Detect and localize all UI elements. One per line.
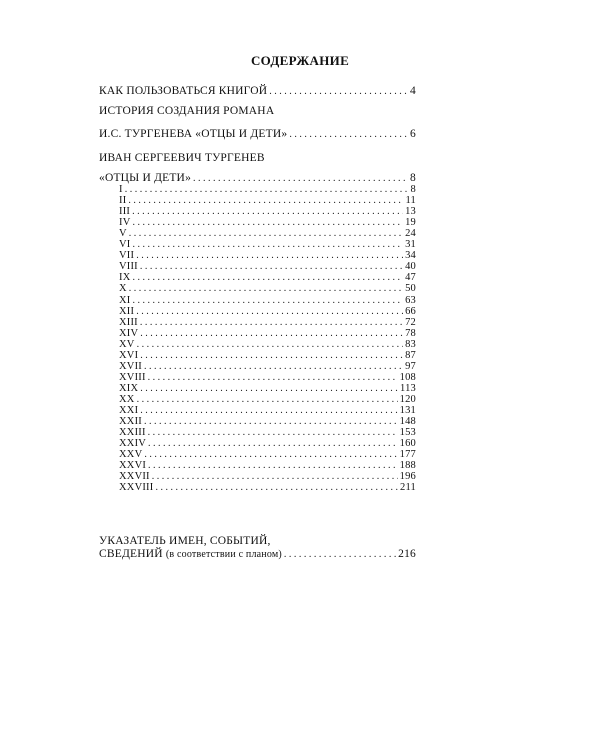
chapter-page: 153 — [399, 427, 416, 439]
chapter-number: VII — [119, 250, 135, 262]
chapter-page: 34 — [405, 250, 416, 262]
chapter-number: IX — [119, 272, 131, 284]
chapter-page: 8 — [410, 184, 416, 195]
chapter-number: XI — [119, 294, 131, 306]
chapter-page: 211 — [400, 482, 416, 494]
toc-entry-page: 6 — [410, 128, 416, 140]
chapter-page: 97 — [405, 360, 416, 372]
toc-entry-label — [99, 547, 282, 562]
toc-entry-page: 4 — [410, 85, 416, 97]
chapter-page: 47 — [405, 272, 416, 284]
chapter-page: 11 — [405, 195, 416, 207]
chapter-number: XXVII — [119, 471, 150, 483]
toc-entry-index[interactable] — [99, 547, 416, 562]
toc-entry-how-to-use[interactable] — [99, 84, 416, 99]
chapter-page: 63 — [405, 294, 416, 306]
chapter-page: 72 — [405, 316, 416, 328]
toc-chapter-28[interactable] — [119, 481, 416, 494]
chapter-number: XXV — [119, 449, 143, 461]
chapter-page: 31 — [405, 239, 416, 251]
leader-dots — [289, 128, 408, 142]
chapter-number: XVII — [119, 360, 142, 372]
chapter-number: XXI — [119, 405, 139, 416]
chapter-page: 40 — [405, 261, 416, 273]
toc-index-line1: УКАЗАТЕЛЬ ИМЕН, СОБЫТИЙ, — [99, 535, 271, 547]
chapter-number: XV — [119, 338, 135, 350]
chapter-number: VI — [119, 239, 131, 251]
chapter-page: 108 — [399, 371, 416, 383]
chapter-number: X — [119, 283, 127, 295]
toc-author-heading: ИВАН СЕРГЕЕВИЧ ТУРГЕНЕВ — [99, 152, 265, 164]
toc-index-line2: СВЕДЕНИЙ — [99, 548, 163, 560]
toc-entry-page: 8 — [410, 172, 416, 184]
chapter-number: XIV — [119, 327, 139, 339]
chapter-page: 131 — [399, 405, 416, 416]
chapter-number: XXVI — [119, 460, 147, 472]
chapter-page: 50 — [405, 283, 416, 295]
chapter-page: 196 — [399, 471, 416, 483]
toc-entry-history-label: ИСТОРИЯ СОЗДАНИЯ РОМАНА — [99, 105, 275, 117]
chapter-page: 177 — [399, 449, 416, 461]
chapter-number: XXVIII — [119, 482, 154, 494]
toc-title: СОДЕРЖАНИЕ — [250, 53, 350, 68]
chapter-number: XX — [119, 394, 135, 405]
chapter-number: XVIII — [119, 371, 146, 383]
toc-entry-label: И.С. ТУРГЕНЕВА «ОТЦЫ И ДЕТИ» — [99, 128, 288, 140]
leader-dots — [284, 548, 396, 562]
chapter-number: V — [119, 228, 127, 240]
chapter-page: 78 — [405, 327, 416, 339]
chapter-page: 83 — [405, 338, 416, 350]
chapter-page: 148 — [399, 416, 416, 428]
leader-dots — [155, 481, 398, 494]
chapter-page: 113 — [400, 382, 416, 394]
chapter-number: IV — [119, 217, 131, 229]
toc-entry-label: КАК ПОЛЬЗОВАТЬСЯ КНИГОЙ — [99, 85, 268, 97]
chapter-page: 19 — [405, 217, 416, 229]
chapter-number: XIX — [119, 382, 139, 394]
toc-entry-page: 216 — [398, 548, 416, 560]
toc-entry-label: «ОТЦЫ И ДЕТИ» — [99, 172, 192, 184]
chapter-page: 188 — [399, 460, 416, 472]
chapter-number: VIII — [119, 261, 138, 273]
chapter-page: 66 — [405, 305, 416, 317]
chapter-number: XXII — [119, 416, 142, 428]
chapter-number: XXIII — [119, 427, 146, 439]
chapter-number: I — [119, 184, 123, 195]
chapter-page: 24 — [405, 228, 416, 240]
chapter-number: XIII — [119, 316, 138, 328]
chapter-number: XII — [119, 305, 135, 317]
leader-dots — [269, 85, 408, 99]
chapter-number: XVI — [119, 349, 139, 361]
chapter-number: III — [119, 206, 131, 218]
chapter-number: XXIV — [119, 438, 147, 450]
chapter-page: 13 — [405, 206, 416, 218]
toc-index-note: (в соответствии с планом) — [165, 549, 282, 560]
toc-entry-history[interactable] — [99, 127, 416, 142]
chapter-page: 160 — [399, 438, 416, 450]
chapter-number: II — [119, 195, 127, 207]
chapter-page: 87 — [405, 349, 416, 361]
chapter-page: 120 — [399, 394, 416, 405]
